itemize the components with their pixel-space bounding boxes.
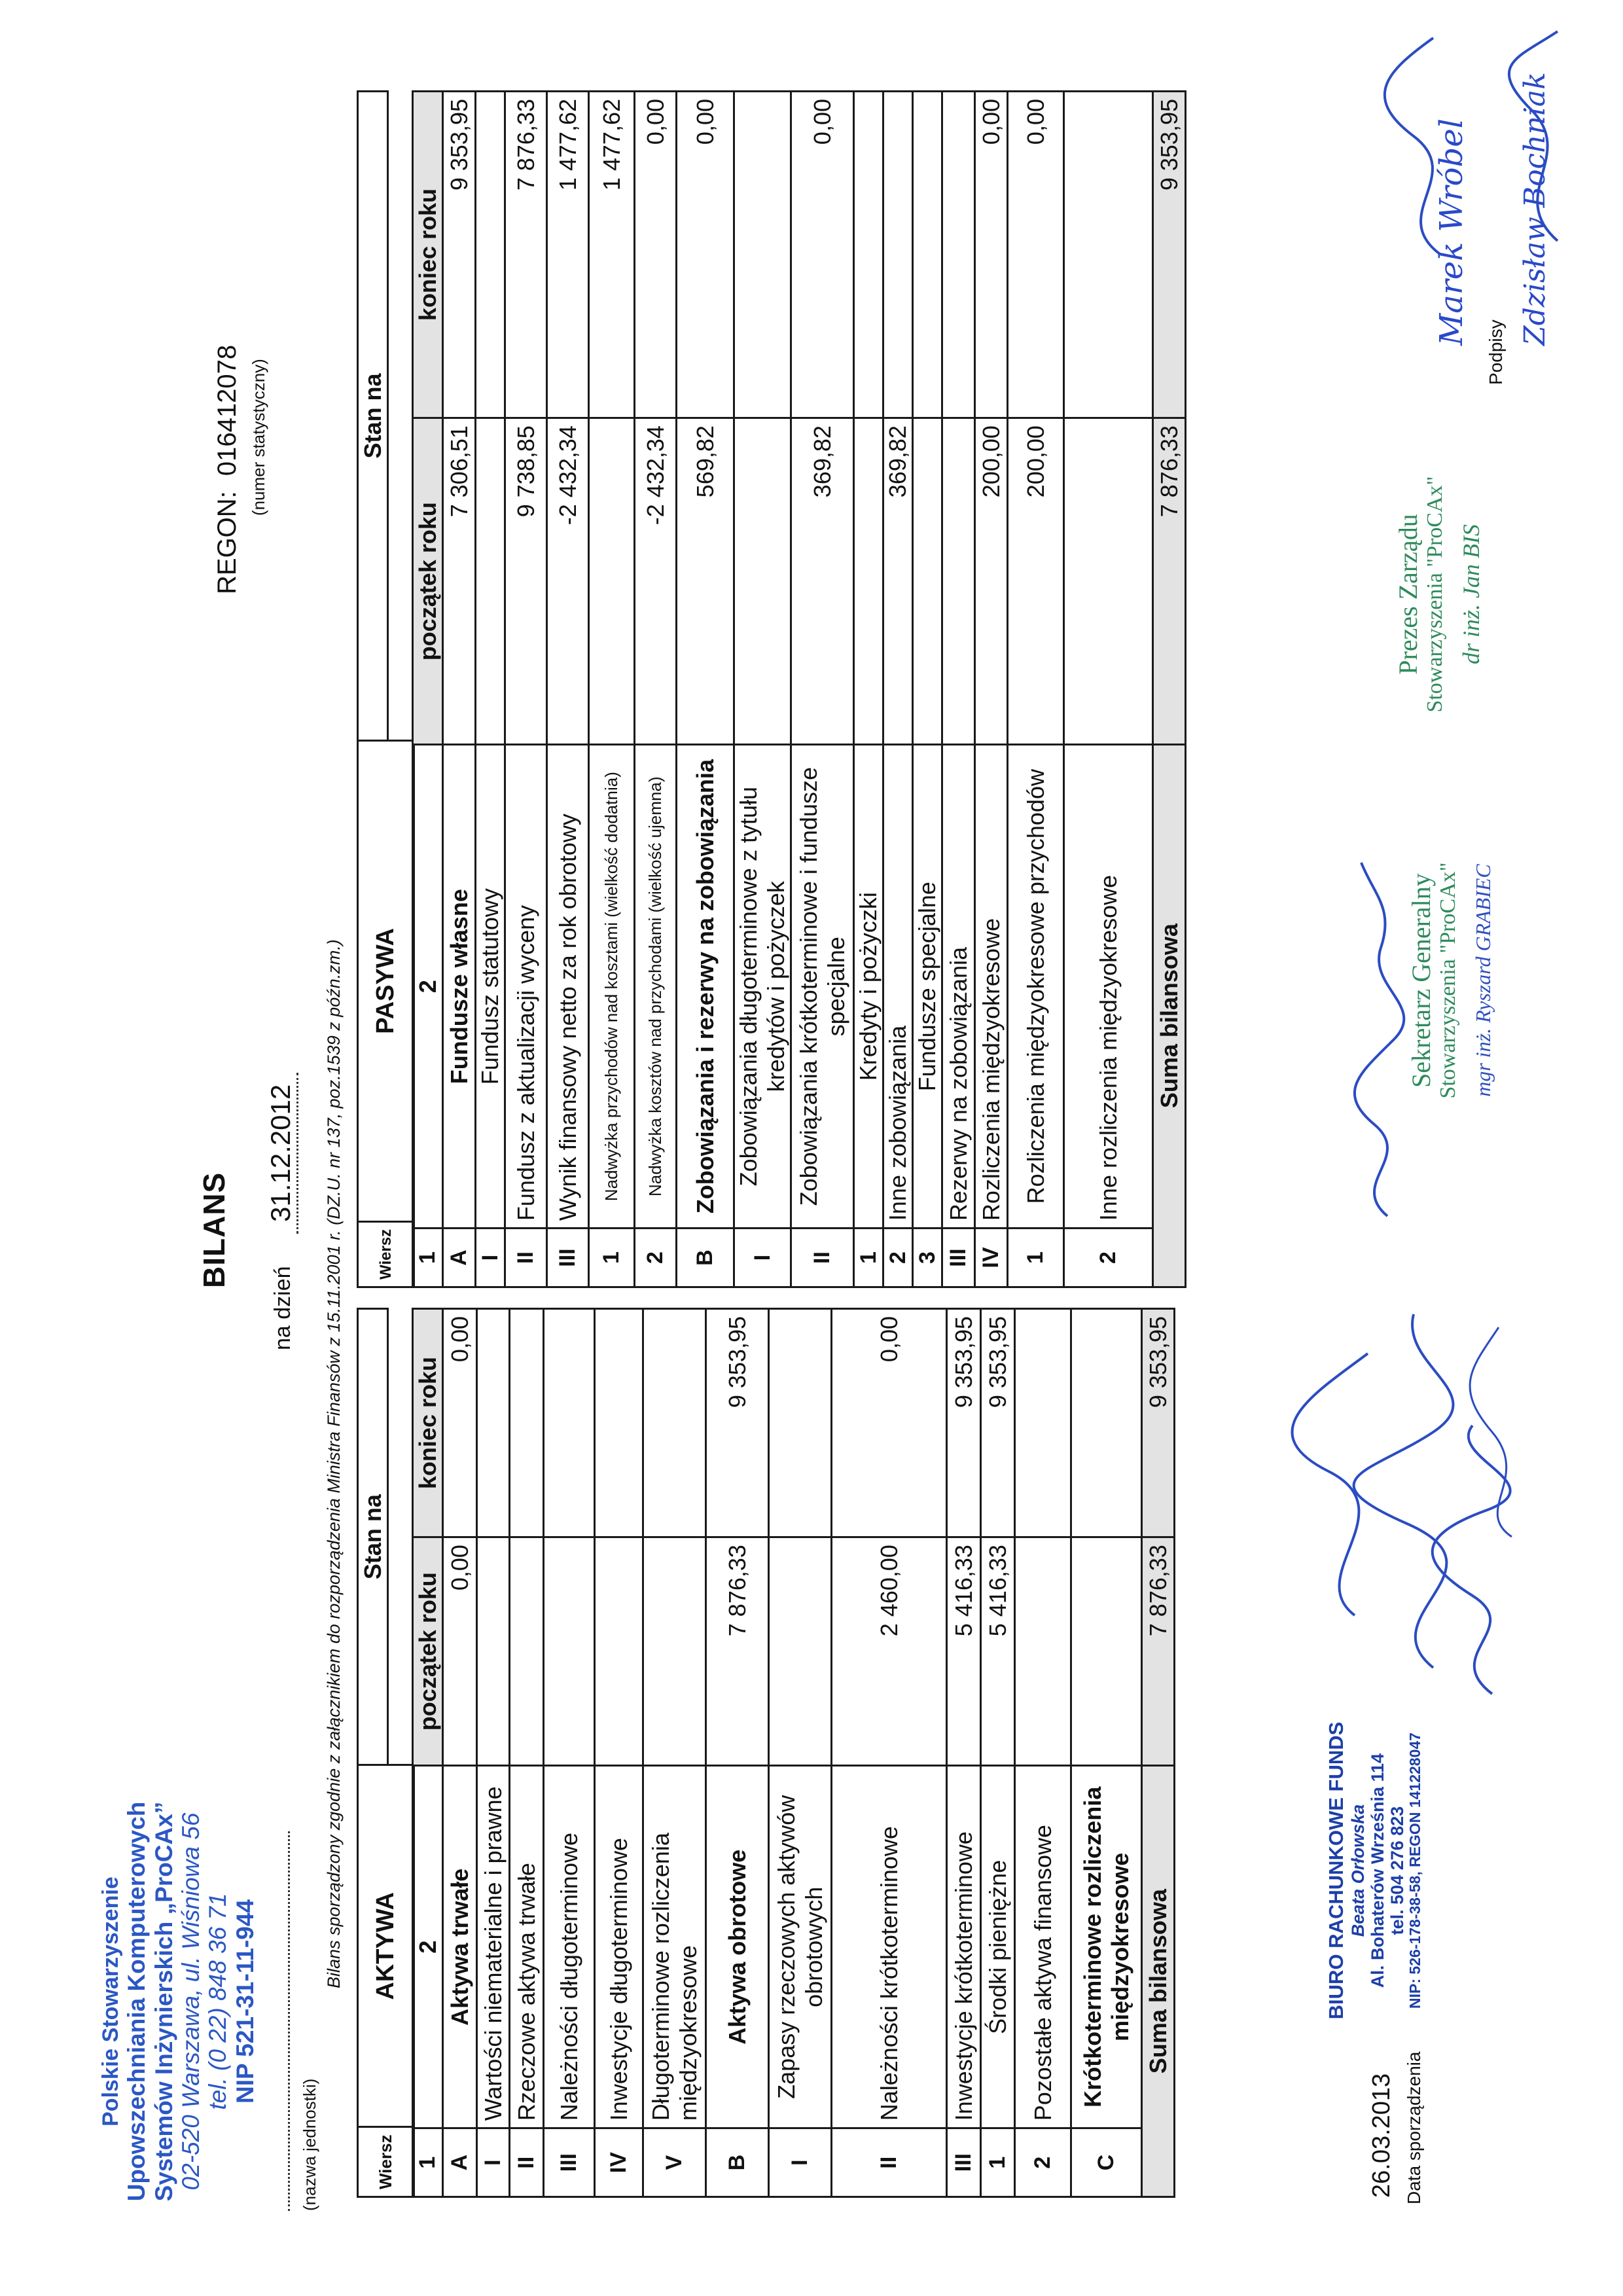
assets-col1-label: 1	[413, 2128, 443, 2197]
liabilities-row-end: 0,00	[677, 92, 734, 418]
liabilities-sum-end: 9 353,95	[1153, 92, 1186, 418]
assets-row-start	[544, 1537, 595, 1766]
assets-row-start	[643, 1537, 706, 1766]
regon-value: 016412078	[213, 344, 241, 476]
liabilities-row-start	[734, 418, 791, 745]
signature-scribble	[1470, 1327, 1512, 1537]
assets-row-start	[510, 1537, 544, 1766]
assets-row-end	[1015, 1309, 1071, 1537]
signature-scribble	[1292, 1354, 1368, 1615]
liabilities-row-no: 2	[1064, 1229, 1153, 1287]
assets-row-no: IV	[595, 2128, 643, 2197]
assets-header-row-no: Wiersz	[358, 2127, 414, 2197]
liabilities-row-start: 7 306,51	[443, 418, 476, 745]
liabilities-row	[975, 92, 1008, 1287]
liabilities-row-end: 7 876,33	[505, 92, 547, 418]
liabilities-row-name: Wynik finansowy netto za rok obrotowy	[547, 745, 589, 1229]
liabilities-row-name: Rezerwy na zobowiązania	[942, 745, 975, 1229]
signatures-label: Podpisy	[1486, 319, 1506, 385]
org-line-4: 02-520 Warszawa, ul. Wiśniowa 56	[177, 1812, 204, 2191]
liabilities-row-end: 1 477,62	[589, 92, 635, 418]
liabilities-row-end: 1 477,62	[547, 92, 589, 418]
assets-header-start: początek roku	[413, 1537, 443, 1766]
liabilities-row-name: Kredyty i pożyczki	[854, 745, 883, 1229]
liabilities-row-start: 9 738,85	[505, 418, 547, 745]
president-line-3: dr inż. Jan BIS	[1458, 524, 1485, 664]
liabilities-row	[589, 92, 635, 1287]
unit-name-caption: (nazwa jednostki)	[300, 2078, 319, 2211]
assets-row-name: Środki pieniężne	[981, 1766, 1015, 2128]
liabilities-row-name: Rozliczenia międzyokresowe przychodów	[1008, 745, 1064, 1229]
secretary-line-3: mgr inż. Ryszard GRABIEC	[1471, 864, 1495, 1097]
signature-scribble	[1355, 863, 1404, 1216]
liabilities-header-stan: Stan na	[358, 92, 388, 741]
liabilities-table-body	[412, 90, 1186, 1288]
liabilities-row	[913, 92, 942, 1287]
org-line-3: Systemów Inżynierskich „ProCAx”	[150, 1801, 177, 2202]
liabilities-row-end	[1064, 92, 1153, 418]
assets-row-end	[643, 1309, 706, 1537]
assets-row	[510, 1309, 544, 2197]
date-value: 31.12.2012	[265, 1073, 298, 1234]
liabilities-row-start: 369,82	[791, 418, 854, 745]
liabilities-header-end: koniec roku	[413, 92, 443, 418]
liabilities-row-name: Zobowiązania długoterminowe z tytułu kredytów i pożyczek	[734, 745, 791, 1229]
accounting-office-stamp	[1325, 1717, 1424, 2024]
handwritten-name-1: Zdzisław Bochniak	[1518, 72, 1552, 346]
assets-row-name: Zapasy rzeczowych aktywów obrotowych	[769, 1766, 832, 2128]
assets-row-no: A	[443, 2128, 477, 2197]
assets-row-end	[510, 1309, 544, 1537]
assets-row-name: Inwestycje długoterminowe	[595, 1766, 643, 2128]
liabilities-row-no: A	[443, 1229, 476, 1287]
liabilities-row-name: Rozliczenia międzyokresowe	[975, 745, 1008, 1229]
signature-scribble	[1433, 1426, 1510, 1694]
secretary-seal	[1407, 778, 1495, 1183]
liabilities-row-end	[883, 92, 913, 418]
assets-row-end	[477, 1309, 510, 1537]
assets-row-start: 0,00	[443, 1537, 477, 1766]
liabilities-row-name: Fundusze własne	[443, 745, 476, 1229]
regon-caption: (numer statystyczny)	[249, 359, 268, 516]
assets-row-start: 7 876,33	[706, 1537, 769, 1766]
assets-row-end	[544, 1309, 595, 1537]
handwritten-name-2: Marek Wróbel	[1433, 118, 1470, 346]
liabilities-row	[883, 92, 913, 1287]
assets-row-no: 1	[981, 2128, 1015, 2197]
liabilities-row-end	[942, 92, 975, 418]
assets-row-end	[769, 1309, 832, 1537]
liabilities-row-start: 200,00	[1008, 418, 1064, 745]
assets-row	[443, 1309, 477, 2197]
assets-sum-start: 7 876,33	[1142, 1537, 1175, 1766]
assets-row	[595, 1309, 643, 2197]
liabilities-row-start: 569,82	[677, 418, 734, 745]
signature-scribbles-left	[1276, 1236, 1551, 1707]
assets-row-start	[1071, 1537, 1142, 1766]
assets-table	[357, 1308, 415, 2198]
liabilities-row-start: 369,82	[883, 418, 913, 745]
liabilities-row	[854, 92, 883, 1287]
preparation-date: 26.03.2013	[1368, 2073, 1395, 2198]
assets-row-name: Aktywa obrotowe	[706, 1766, 769, 2128]
document-title: BILANS	[197, 1172, 231, 1288]
president-line-2: Stowarzyszenia "ProCAx"	[1423, 476, 1447, 713]
assets-row-no: B	[706, 2128, 769, 2197]
assets-row-name: Długoterminowe rozliczenia międzyokresowe	[643, 1766, 706, 2128]
liabilities-row	[547, 92, 589, 1287]
assets-row-name: Rzeczowe aktywa trwałe	[510, 1766, 544, 2128]
assets-header-title: AKTYWA	[358, 1765, 414, 2127]
liabilities-row-start: -2 432,34	[547, 418, 589, 745]
assets-row-name: Wartości niematerialne i prawne	[477, 1766, 510, 2128]
liabilities-row-no: 2	[635, 1229, 677, 1287]
liabilities-row-name: Inne zobowiązania	[883, 745, 913, 1229]
liabilities-row-end	[913, 92, 942, 418]
liabilities-row-start	[913, 418, 942, 745]
assets-row-no: C	[1071, 2128, 1142, 2197]
liabilities-row-no: III	[942, 1229, 975, 1287]
assets-table-body	[412, 1308, 1175, 2198]
liabilities-header-start: początek roku	[413, 418, 443, 745]
signature-scribbles-right	[1361, 18, 1610, 267]
biuro-line-3: Al. Bohaterów Września 114	[1367, 1753, 1387, 1988]
assets-row-start: 5 416,33	[981, 1537, 1015, 1766]
balance-date	[265, 1073, 298, 1350]
assets-row	[769, 1309, 832, 2197]
liabilities-col2-label: 2	[413, 745, 443, 1229]
unit-name-line	[288, 1831, 290, 2211]
assets-row	[947, 1309, 981, 2197]
assets-sum-row	[1142, 1309, 1175, 2197]
liabilities-row-end: 0,00	[1008, 92, 1064, 418]
signature-scribble	[1354, 1314, 1454, 1668]
liabilities-row	[505, 92, 547, 1287]
president-seal	[1394, 398, 1485, 791]
assets-sum-label: Suma bilansowa	[1142, 1766, 1175, 2197]
date-label: na dzień	[270, 1266, 295, 1350]
assets-row	[981, 1309, 1015, 2197]
liabilities-sum-start: 7 876,33	[1153, 418, 1186, 745]
assets-row-start	[1015, 1537, 1071, 1766]
liabilities-row-name: Nadwyżka przychodów nad kosztami (wielkość dodatnia)	[589, 745, 635, 1229]
liabilities-row-no: 1	[854, 1229, 883, 1287]
assets-col2-label: 2	[413, 1766, 443, 2128]
liabilities-row-name: Zobowiązania krótkoterminowe i fundusze specjalne	[791, 745, 854, 1229]
biuro-line-2: Beata Orłowska	[1347, 1804, 1368, 1937]
assets-row-start	[477, 1537, 510, 1766]
liabilities-row-no: II	[505, 1229, 547, 1287]
assets-row-no: 2	[1015, 2128, 1071, 2197]
liabilities-row-start	[942, 418, 975, 745]
secretary-line-1: Sekretarz Generalny	[1406, 873, 1436, 1088]
assets-row	[832, 1309, 947, 2197]
signature-scribble	[1385, 38, 1440, 254]
org-line-6: NIP 521-31-11-944	[231, 1899, 259, 2104]
liabilities-row-start: -2 432,34	[635, 418, 677, 745]
liabilities-row	[942, 92, 975, 1287]
liabilities-row-no: B	[677, 1229, 734, 1287]
biuro-line-4: tel. 504 276 823	[1387, 1806, 1408, 1935]
liabilities-row	[635, 92, 677, 1287]
assets-row-end: 9 353,95	[947, 1309, 981, 1537]
assets-header-end: koniec roku	[413, 1309, 443, 1537]
signature-scribble	[1509, 31, 1558, 241]
assets-row	[706, 1309, 769, 2197]
biuro-line-1: BIURO RACHUNKOWE FUNDS	[1325, 1721, 1347, 2020]
regon	[213, 345, 242, 594]
liabilities-row-start	[854, 418, 883, 745]
liabilities-row-name: Fundusz z aktualizacji wyceny	[505, 745, 547, 1229]
assets-row-name: Należności krótkoterminowe	[832, 1766, 947, 2128]
assets-row-end: 0,00	[832, 1309, 947, 1537]
liabilities-row-end	[476, 92, 505, 418]
org-line-5: tel. (0 22) 848 36 71	[204, 1893, 232, 2110]
assets-row-name: Należności długoterminowe	[544, 1766, 595, 2128]
org-line-1: Polskie Stowarzyszenie	[98, 1876, 123, 2126]
liabilities-header-title: PASYWA	[358, 740, 414, 1221]
liabilities-row-name: Nadwyżka kosztów nad przychodami (wielkość ujemna)	[635, 745, 677, 1229]
liabilities-row-no: II	[791, 1229, 854, 1287]
liabilities-row	[1064, 92, 1153, 1287]
liabilities-header-row-no: Wiersz	[358, 1221, 414, 1287]
liabilities-row-no: 1	[589, 1229, 635, 1287]
assets-row-end	[595, 1309, 643, 1537]
liabilities-row	[734, 92, 791, 1287]
assets-row-no: III	[947, 2128, 981, 2197]
regon-label: REGON:	[213, 491, 241, 594]
assets-row-start	[769, 1537, 832, 1766]
assets-row	[544, 1309, 595, 2197]
secretary-line-2: Stowarzyszenia "ProCAx"	[1436, 862, 1460, 1099]
liabilities-row-no: 1	[1008, 1229, 1064, 1287]
liabilities-row	[443, 92, 476, 1287]
liabilities-sum-label: Suma bilansowa	[1153, 745, 1186, 1287]
assets-row-no: I	[477, 2128, 510, 2197]
assets-row-name: Pozostałe aktywa finansowe	[1015, 1766, 1071, 2128]
assets-row	[643, 1309, 706, 2197]
assets-row-end: 9 353,95	[981, 1309, 1015, 1537]
liabilities-row-no: I	[476, 1229, 505, 1287]
liabilities-row-name: Inne rozliczenia międzyokresowe	[1064, 745, 1153, 1229]
liabilities-row-end: 0,00	[635, 92, 677, 418]
assets-row-no: III	[544, 2128, 595, 2197]
assets-row-start: 2 460,00	[832, 1537, 947, 1766]
liabilities-row-name: Fundusz statutowy	[476, 745, 505, 1229]
liabilities-row-end: 0,00	[975, 92, 1008, 418]
liabilities-row-start	[1064, 418, 1153, 745]
liabilities-row-name: Zobowiązania i rezerwy na zobowiązania	[677, 745, 734, 1229]
assets-row-no: V	[643, 2128, 706, 2197]
liabilities-row-no: IV	[975, 1229, 1008, 1287]
president-line-1: Prezes Zarządu	[1393, 514, 1423, 675]
assets-row-end	[1071, 1309, 1142, 1537]
assets-row-name: Aktywa trwałe	[443, 1766, 477, 2128]
biuro-line-5: NIP: 526-178-38-58, REGON 141228047	[1406, 1732, 1424, 2009]
liabilities-row-start	[589, 418, 635, 745]
liabilities-row-name: Fundusze specjalne	[913, 745, 942, 1229]
liabilities-row-start	[476, 418, 505, 745]
assets-row-start	[595, 1537, 643, 1766]
preparation-date-caption: Data sporządzenia	[1404, 2051, 1424, 2204]
liabilities-row	[476, 92, 505, 1287]
liabilities-row	[791, 92, 854, 1287]
org-line-2: Upowszechniania Komputerowych	[123, 1801, 151, 2202]
organization-stamp	[98, 1792, 259, 2211]
liabilities-row-end	[734, 92, 791, 418]
assets-row-name: Inwestycje krótkoterminowe	[947, 1766, 981, 2128]
assets-sum-end: 9 353,95	[1142, 1309, 1175, 1537]
assets-row	[1015, 1309, 1071, 2197]
liabilities-row-end: 0,00	[791, 92, 854, 418]
liabilities-row	[677, 92, 734, 1287]
assets-row	[477, 1309, 510, 2197]
assets-row-name: Krótkoterminowe rozliczenia międzyokresowe	[1071, 1766, 1142, 2128]
assets-row-start: 5 416,33	[947, 1537, 981, 1766]
liabilities-col1-label: 1	[413, 1229, 443, 1287]
assets-row-no: I	[769, 2128, 832, 2197]
assets-header-stan: Stan na	[358, 1309, 388, 1765]
liabilities-row-no: III	[547, 1229, 589, 1287]
assets-row-end: 0,00	[443, 1309, 477, 1537]
liabilities-row-no: 2	[883, 1229, 913, 1287]
liabilities-row-no: I	[734, 1229, 791, 1287]
assets-row-end: 9 353,95	[706, 1309, 769, 1537]
assets-row-no: II	[510, 2128, 544, 2197]
regulation-note: Bilans sporządzony zgodnie z załącznikiem do rozporządzenia Ministra Finansów z 15.11.2001 r. (DZ.U. nr 137, poz.1539 z późn.zm.)	[324, 939, 344, 1988]
assets-row	[1071, 1309, 1142, 2197]
liabilities-table	[357, 90, 415, 1288]
liabilities-row-start: 200,00	[975, 418, 1008, 745]
liabilities-row-end: 9 353,95	[443, 92, 476, 418]
liabilities-row-end	[854, 92, 883, 418]
assets-row-no: II	[832, 2128, 947, 2197]
liabilities-row	[1008, 92, 1064, 1287]
liabilities-row-no: 3	[913, 1229, 942, 1287]
liabilities-sum-row	[1153, 92, 1186, 1287]
